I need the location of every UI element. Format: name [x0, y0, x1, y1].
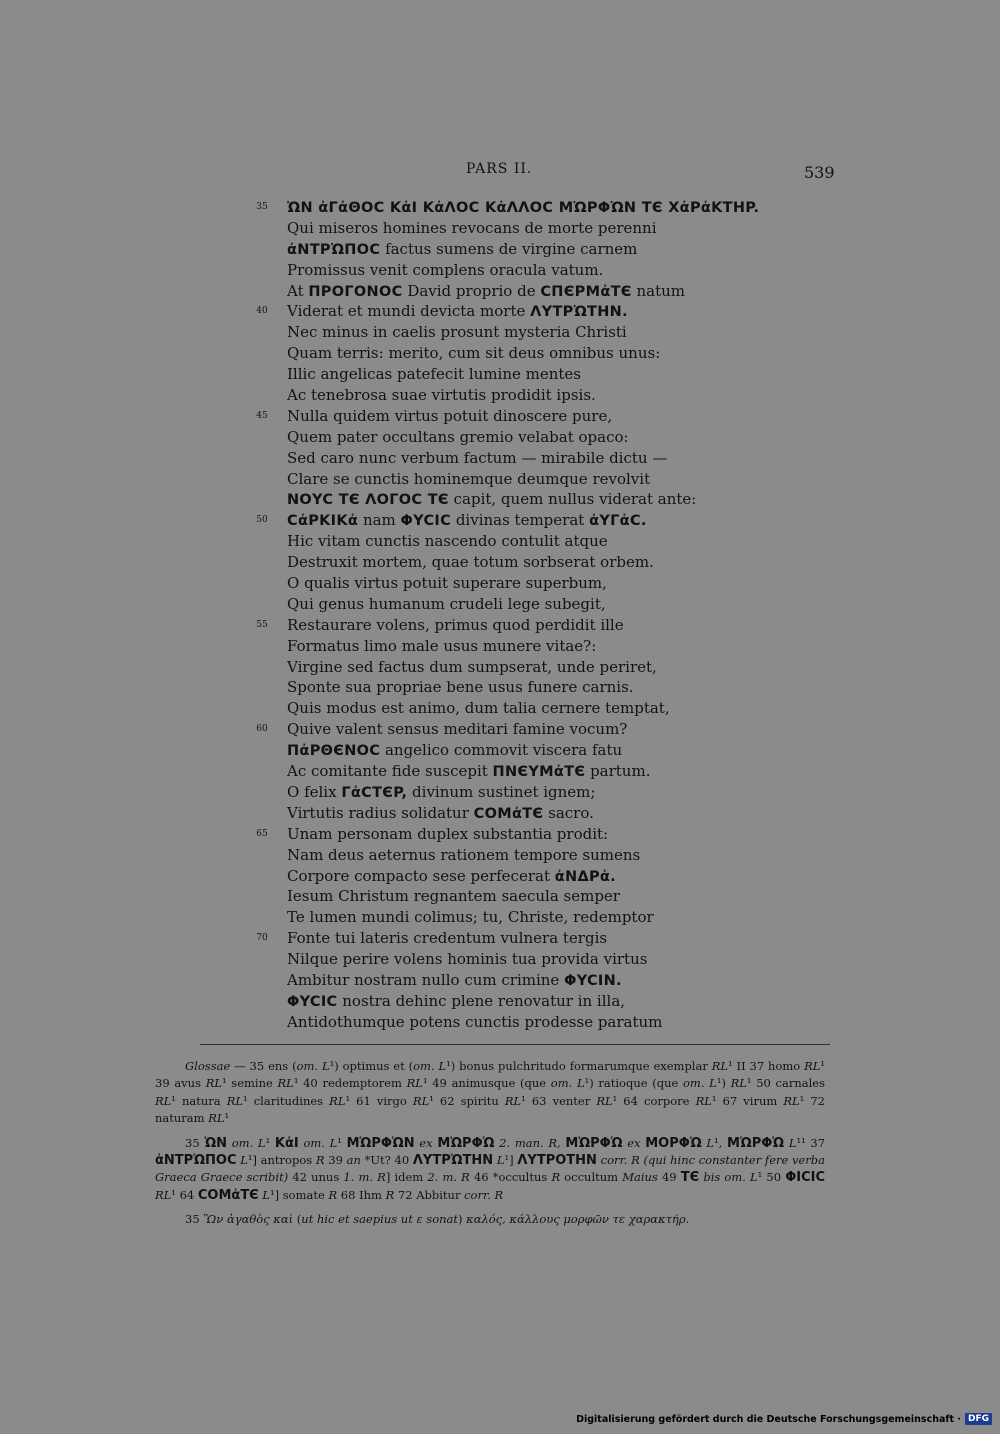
- latin-text: capit, quem nullus viderat ante:: [448, 490, 697, 509]
- apparatus-text: ¹ 49 animusque (que: [422, 1076, 551, 1091]
- greek-word: ΦICIC: [785, 1170, 826, 1186]
- verse-text: [287, 699, 670, 717]
- latin-text: Fonte tui lateris credentum vulnera tergis: [287, 929, 608, 948]
- apparatus-text: ¹ II 37 homo: [728, 1059, 805, 1073]
- latin-text: Corpore compacto sese perfecerat: [287, 866, 555, 885]
- latin-text: factus sumens de virgine carnem: [380, 239, 638, 258]
- verse-text: [287, 574, 607, 592]
- verse-text: [287, 720, 627, 738]
- greek-word: MὨPΦὨ: [726, 1135, 785, 1151]
- latin-text: Nec minus in caelis prosunt mysteria Christi: [287, 323, 627, 342]
- verse-line: [252, 552, 852, 573]
- footnote-rule: [200, 1044, 830, 1045]
- verse-text: [287, 323, 627, 341]
- verse-line: [252, 469, 852, 490]
- verse-line: [252, 698, 852, 719]
- greek-word: ΠNЄYMἀTЄ: [492, 764, 586, 781]
- apparatus-paragraph: [155, 1211, 825, 1228]
- latin-text: Destruxit mortem, quae totum sorbserat orbem.: [287, 553, 654, 572]
- latin-text: divinum sustinet ignem;: [407, 782, 596, 801]
- verse-text: [287, 950, 647, 968]
- greek-word: ΛYTPὨTHN.: [530, 304, 628, 321]
- verse-text: [287, 407, 612, 425]
- apparatus-text: ¹ 62 spiritu: [429, 1093, 505, 1108]
- italic-text: RL: [406, 1076, 423, 1091]
- verse-text: [287, 511, 647, 529]
- latin-text: Ac tenebrosa suae virtutis prodidit ipsis.: [287, 386, 596, 405]
- apparatus-text: 68 Ihm: [337, 1187, 386, 1202]
- apparatus-text: ¹]: [504, 1153, 518, 1168]
- apparatus-text: ¹ natura: [171, 1093, 227, 1108]
- verse-text: [287, 595, 606, 613]
- verse-block: [252, 197, 852, 1033]
- verse-line: [252, 782, 852, 803]
- apparatus-text: ¹) optimus et (: [329, 1059, 414, 1073]
- greek-word: MὨPΦὨN: [346, 1135, 415, 1151]
- verse-text: [287, 825, 608, 843]
- latin-text: Formatus limo male usus munere vitae?:: [287, 636, 597, 655]
- italic-text: 1. m. R: [343, 1170, 386, 1185]
- apparatus-text: ¹ 72 naturam: [155, 1093, 826, 1126]
- apparatus-text: occultum: [560, 1170, 623, 1185]
- verse-line: [252, 385, 852, 406]
- italic-text: corr. R: [464, 1187, 504, 1202]
- italic-text: L: [788, 1135, 797, 1150]
- italic-text: RL: [412, 1093, 430, 1108]
- verse-text: [287, 344, 660, 362]
- greek-word: ΦYCIC: [287, 993, 338, 1010]
- italic-text: L: [496, 1153, 505, 1168]
- verse-number: 65: [256, 828, 268, 839]
- italic-text: R: [315, 1153, 325, 1168]
- greek-word: ΓἀCTЄP,: [341, 784, 408, 801]
- italic-text: L: [240, 1153, 248, 1168]
- italic-text: bis om. L: [703, 1170, 758, 1185]
- apparatus-text: ¹ 64: [171, 1187, 198, 1202]
- verse-line: [252, 260, 852, 281]
- italic-text: L: [262, 1187, 271, 1202]
- running-head: [0, 161, 1000, 185]
- latin-text: At: [287, 281, 309, 300]
- latin-text: O felix: [287, 782, 342, 801]
- greek-word: TЄ: [680, 1170, 700, 1186]
- italic-text: om. L: [231, 1135, 266, 1150]
- greek-word: ΦYCIC: [400, 513, 452, 530]
- footer-credit: Digitalisierung gefördert durch die Deutsche Forschungsgemeinschaft ·: [576, 1413, 961, 1425]
- latin-text: Clare se cunctis hominemque deumque revolvit: [287, 469, 651, 488]
- verse-line: [252, 343, 852, 364]
- latin-text: natum: [631, 281, 686, 300]
- greek-word: MΟPΦὨ: [645, 1135, 702, 1151]
- greek-word: ἀNTPὨΠΟC: [287, 241, 381, 258]
- latin-text: Quem pater occultans gremio velabat opaco:: [287, 427, 629, 446]
- greek-word: ΛYTPὨTHN: [412, 1153, 494, 1169]
- italic-text: RL: [711, 1059, 729, 1073]
- apparatus-text: ¹,: [713, 1135, 727, 1150]
- verse-text: [287, 302, 628, 320]
- latin-text: Virgine sed factus dum sumpserat, unde periret,: [287, 657, 657, 676]
- latin-text: Ac comitante fide suscepit: [287, 762, 493, 781]
- verse-line: [252, 928, 852, 949]
- apparatus-text: ¹: [224, 1111, 230, 1126]
- verse-line: [252, 239, 852, 260]
- apparatus-text: 72 Abbitur: [394, 1187, 465, 1202]
- apparatus-text: 35: [185, 1212, 204, 1227]
- latin-text: Virtutis radius solidatur: [287, 803, 474, 822]
- apparatus-text: *Ut? 40: [360, 1153, 413, 1168]
- greek-word: CΟMἀTЄ: [473, 805, 544, 822]
- verse-line: [252, 218, 852, 239]
- latin-text: Nam deus aeternus rationem tempore sumens: [287, 845, 641, 864]
- italic-text: om. L: [413, 1059, 447, 1073]
- verse-line: [252, 740, 852, 761]
- apparatus-text: 39: [324, 1153, 347, 1168]
- verse-line: [252, 636, 852, 657]
- verse-text: [287, 867, 616, 885]
- verse-text: [287, 678, 634, 696]
- latin-text: Hic vitam cunctis nascendo contulit atque: [287, 532, 608, 551]
- latin-text: David proprio de: [402, 281, 541, 300]
- greek-word: ὨN ἀΓἀΘΟC KἀI KἀΛΟC KἀΛΛΟC MὨPΦὨN TЄ XἀPἀKTHP.: [287, 200, 760, 216]
- latin-text: Unam personam duplex substantia prodit:: [287, 824, 609, 843]
- latin-text: Illic angelicas patefecit lumine mentes: [287, 365, 581, 384]
- verse-line: [252, 448, 852, 469]
- dfg-logo: DFG: [965, 1413, 992, 1425]
- verse-line: [252, 531, 852, 552]
- verse-number: 70: [256, 933, 268, 944]
- verse-text: [287, 532, 608, 550]
- verse-line: [252, 594, 852, 615]
- apparatus-paragraph: [155, 1058, 825, 1128]
- greek-word: CἀPKIKἀ: [287, 513, 359, 530]
- greek-word: KἀI: [274, 1135, 299, 1151]
- italic-text: RL: [155, 1187, 172, 1202]
- apparatus-text: ¹ 61 virgo: [345, 1093, 413, 1108]
- apparatus-text: 35: [185, 1135, 205, 1150]
- latin-text: nostra dehinc plene renovatur in illa,: [337, 991, 626, 1010]
- italic-text: 2. man. R,: [499, 1135, 561, 1150]
- latin-text: sacro.: [543, 803, 594, 822]
- greek-word: MὨPΦὨ: [565, 1135, 623, 1151]
- apparatus-text: ¹ 67 virum: [711, 1093, 784, 1108]
- latin-text: Viderat et mundi devicta morte: [287, 302, 531, 321]
- verse-number: 45: [256, 410, 268, 421]
- verse-line: [252, 322, 852, 343]
- verse-line: [252, 657, 852, 678]
- verse-line: [252, 427, 852, 448]
- greek-word: CΠЄPMἀTЄ: [540, 283, 632, 300]
- verse-text: [287, 365, 581, 383]
- verse-line: [252, 281, 852, 302]
- verse-line: [252, 866, 852, 887]
- italic-text: corr. R (qui hinc constanter fere verba Graeca Graece scribit): [155, 1153, 826, 1185]
- italic-text: RL: [226, 1093, 244, 1108]
- apparatus-text: 49: [657, 1170, 681, 1185]
- italic-text: ex: [419, 1135, 433, 1150]
- verse-text: [287, 428, 629, 446]
- greek-word: ἀYΓἀC.: [589, 513, 647, 530]
- verse-line: [252, 991, 852, 1012]
- verse-text: [287, 386, 596, 404]
- apparatus-text: ¹] somate: [270, 1187, 329, 1202]
- greek-word: ὨN: [204, 1135, 228, 1151]
- apparatus-text: ¹ 64 corpore: [612, 1093, 696, 1108]
- latin-text: Qui genus humanum crudeli lege subegit,: [287, 594, 606, 613]
- verse-text: [287, 992, 625, 1010]
- verse-text: [287, 261, 603, 279]
- running-title: PARS II.: [466, 161, 533, 177]
- critical-apparatus: [155, 1058, 825, 1236]
- latin-text: Nulla quidem virtus potuit dinoscere pure,: [287, 406, 613, 425]
- verse-line: [252, 886, 852, 907]
- verse-line: [252, 489, 852, 510]
- greek-word: ΠἀPΘЄNΟC: [287, 743, 381, 760]
- apparatus-text: ¹] antropos: [247, 1153, 316, 1168]
- verse-line: [252, 573, 852, 594]
- italic-text: ex: [627, 1135, 641, 1150]
- italic-text: ut hic et saepius ut ε sonat: [301, 1212, 459, 1227]
- latin-text: Promissus venit complens oracula vatum.: [287, 260, 604, 279]
- verse-text: [287, 470, 650, 488]
- verse-line: [252, 949, 852, 970]
- latin-text: Qui miseros homines revocans de morte perenni: [287, 218, 657, 237]
- latin-text: Quis modus est animo, dum talia cernere temptat,: [287, 699, 670, 718]
- latin-text: Restaurare volens, primus quod perdidit ille: [287, 615, 624, 634]
- latin-text: angelico commovit viscera fatu: [380, 741, 623, 760]
- verse-text: [287, 637, 596, 655]
- verse-text: [287, 929, 607, 947]
- apparatus-text: ¹ 40 redemptorem: [293, 1076, 407, 1091]
- verse-text: [287, 908, 654, 926]
- latin-text: Ambitur nostram nullo cum crimine: [287, 970, 565, 989]
- verse-text: [287, 783, 595, 801]
- italic-text: RL: [804, 1059, 821, 1073]
- verse-line: [252, 301, 852, 322]
- verse-text: [287, 219, 657, 237]
- apparatus-text: ): [458, 1212, 467, 1227]
- italic-text: RL: [783, 1093, 800, 1108]
- latin-text: Iesum Christum regnantem saecula semper: [287, 887, 620, 906]
- verse-text: [287, 971, 622, 989]
- verse-text: [287, 198, 759, 216]
- apparatus-text: ¹ 50: [757, 1170, 786, 1185]
- italic-text: L: [706, 1135, 714, 1150]
- latin-text: Quam terris: merito, cum sit deus omnibus unus:: [287, 344, 661, 363]
- apparatus-text: ¹ claritudines: [243, 1093, 330, 1108]
- italic-text: RL: [695, 1093, 712, 1108]
- page-number: 539: [804, 163, 835, 182]
- italic-text: RL: [205, 1076, 222, 1091]
- verse-text: [287, 553, 654, 571]
- italic-text: RL: [730, 1076, 747, 1091]
- italic-text: om. L: [683, 1076, 717, 1091]
- latin-text: Nilque perire volens hominis tua provida virtus: [287, 950, 648, 969]
- apparatus-text: ¹): [716, 1076, 731, 1091]
- italic-text: R: [551, 1170, 561, 1185]
- italic-text: RL: [504, 1093, 522, 1108]
- italic-text: RL: [329, 1093, 346, 1108]
- greek-word: MὨPΦὨ: [437, 1135, 495, 1151]
- latin-text: Quive valent sensus meditari famine vocum?: [287, 720, 628, 739]
- apparatus-paragraph: [155, 1135, 825, 1205]
- apparatus-text: 42 unus: [288, 1170, 344, 1185]
- greek-word: NΟYC TЄ ΛΟΓΟC TЄ: [287, 492, 449, 509]
- italic-text: R: [328, 1187, 338, 1202]
- verse-number: 35: [256, 202, 268, 212]
- apparatus-text: ¹) bonus pulchritudo formarumque exemplar: [446, 1059, 712, 1073]
- verse-line: [252, 719, 852, 740]
- verse-text: [287, 490, 696, 508]
- italic-text: Maius: [622, 1170, 658, 1185]
- apparatus-text: ¹ 39 avus: [155, 1059, 826, 1091]
- latin-text: Sponte sua propriae bene usus funere carnis.: [287, 678, 634, 697]
- verse-text: [287, 804, 594, 822]
- italic-text: Ὢν ἀγαθὸς καὶ: [203, 1212, 294, 1227]
- greek-word: ἀNTPὨΠΟC: [155, 1153, 237, 1169]
- verse-text: [287, 887, 620, 905]
- verse-text: [287, 449, 667, 467]
- verse-line: [252, 907, 852, 928]
- italic-text: om. L: [296, 1059, 330, 1073]
- italic-text: RL: [208, 1111, 225, 1126]
- verse-text: [287, 1013, 662, 1031]
- verse-text: [287, 741, 622, 759]
- footer: [576, 1412, 992, 1426]
- italic-text: Glossae: [185, 1059, 231, 1073]
- verse-line: [252, 803, 852, 824]
- apparatus-text: (: [293, 1212, 302, 1227]
- latin-text: Antidothumque potens cunctis prodesse paratum: [287, 1012, 663, 1031]
- apparatus-text: — 35 ens (: [230, 1059, 297, 1073]
- verse-number: 40: [256, 306, 268, 317]
- italic-text: om. L: [550, 1076, 585, 1091]
- verse-line: [252, 677, 852, 698]
- verse-line: [252, 1012, 852, 1033]
- verse-text: [287, 616, 624, 634]
- verse-number: 55: [256, 619, 268, 630]
- apparatus-text: 46 *occultus: [469, 1170, 552, 1185]
- verse-text: [287, 282, 685, 300]
- apparatus-text: ¹ 63 venter: [521, 1093, 597, 1108]
- greek-word: ΛYTPΟTHN: [517, 1153, 597, 1169]
- verse-number: 50: [256, 515, 268, 526]
- verse-text: [287, 846, 640, 864]
- verse-line: [252, 824, 852, 845]
- latin-text: Te lumen mundi colimus; tu, Christe, redemptor: [287, 908, 654, 927]
- apparatus-text: ¹) ratioque (que: [584, 1076, 683, 1091]
- verse-text: [287, 240, 637, 258]
- italic-text: om. L: [303, 1135, 338, 1150]
- apparatus-text: ¹ semine: [222, 1076, 278, 1091]
- italic-text: καλός, κάλλους μορφῶν τε χαρακτήρ.: [466, 1212, 690, 1227]
- verse-line: [252, 761, 852, 782]
- apparatus-text: ¹ 50 carnales: [746, 1076, 826, 1091]
- latin-text: Sed caro nunc verbum factum — mirabile dictu —: [287, 448, 668, 467]
- greek-word: ΦYCIN.: [564, 972, 622, 989]
- italic-text: an: [346, 1153, 361, 1168]
- verse-line: [252, 406, 852, 427]
- verse-line: [252, 845, 852, 866]
- apparatus-text: ¹: [337, 1135, 347, 1150]
- apparatus-text: ¹: [265, 1135, 275, 1150]
- verse-line: [252, 615, 852, 636]
- italic-text: RL: [596, 1093, 613, 1108]
- italic-text: 2. m. R: [427, 1170, 470, 1185]
- verse-line: [252, 510, 852, 531]
- greek-word: CΟMἀTЄ: [197, 1187, 259, 1203]
- italic-text: RL: [277, 1076, 294, 1091]
- verse-number: 60: [256, 724, 268, 735]
- verse-line: [252, 970, 852, 991]
- verse-line: [252, 364, 852, 385]
- apparatus-text: ] idem: [385, 1170, 428, 1185]
- italic-text: R: [385, 1187, 395, 1202]
- verse-text: [287, 762, 650, 780]
- italic-text: RL: [155, 1093, 172, 1108]
- latin-text: O qualis virtus potuit superare superbum,: [287, 574, 607, 593]
- latin-text: partum.: [585, 762, 651, 781]
- greek-word: ΠPΟΓΟNΟC: [308, 283, 403, 300]
- greek-word: ἀNΔPἀ.: [554, 868, 616, 885]
- latin-text: divinas temperat: [451, 511, 590, 530]
- apparatus-text: ¹¹ 37: [796, 1135, 826, 1150]
- verse-line: [252, 197, 852, 218]
- verse-text: [287, 658, 657, 676]
- latin-text: nam: [358, 511, 401, 530]
